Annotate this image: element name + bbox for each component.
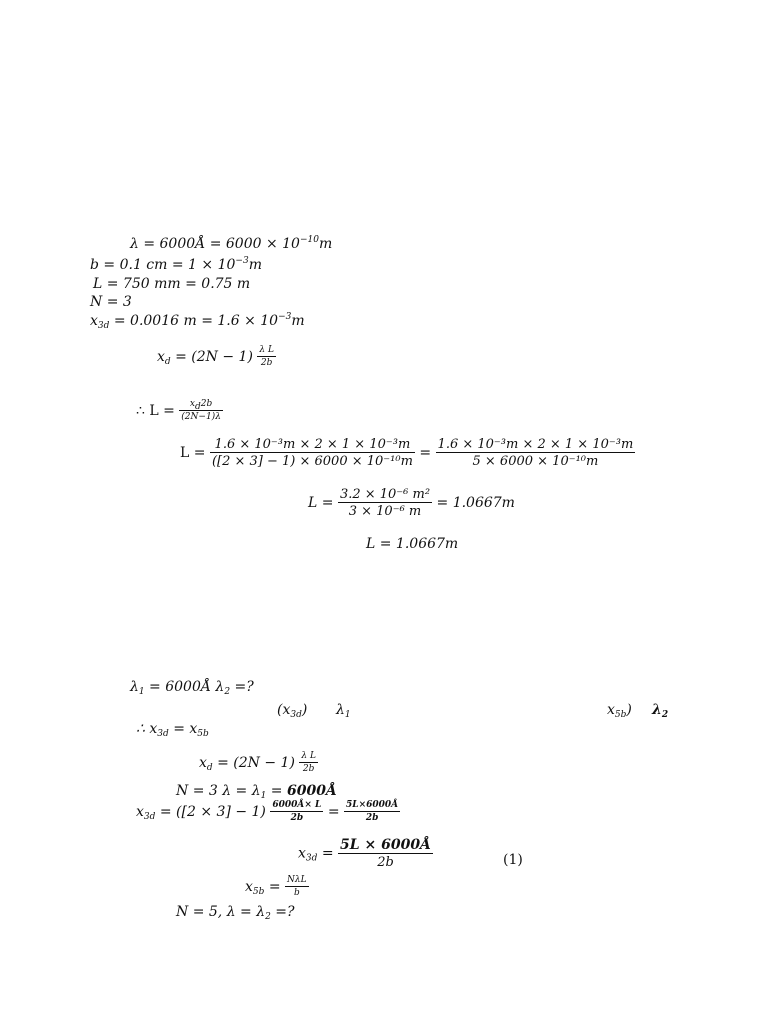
n3-lambda1-line: N = 3 $\lambda = \lambda_1$ = 6000Å: [176, 783, 337, 801]
fraction-eq1: $\frac{5L \times 6000Å}{2b}$: [340, 837, 431, 870]
fraction-xd2b-over-2N-1-lambda: $\frac{x_d2b}{(2N-1)\lambda}$: [181, 399, 221, 422]
part2-lambdas: $\lambda_1$ = 6000Å $\lambda_2$ =?: [130, 679, 254, 697]
formula-xd-2: $x_d = (2N - 1)$ $\frac{\text{λ L}}{2b}$: [199, 751, 316, 774]
x3d-substitution: $x_{3d} = ([2 \times 3] - 1)$ $\frac{6000Å\times L}{2b}$ = $\frac{5L\times 6000Å}{2b}$: [136, 800, 399, 823]
formula-xd: $x_d = (2N - 1)$ $\frac{\text{λ L}}{2b}$: [157, 345, 274, 368]
part2-x5b: $x_{5b}$): [607, 702, 632, 720]
given-N: N = 3: [90, 294, 132, 310]
fraction-calc1-b: $\frac{\text{1.6 × 10⁻³m × 2 × 1 × 10⁻³m}}{\text{5 × 6000 × 10⁻¹⁰m}}$: [437, 437, 634, 469]
part2-paren-x3d: $(x_{3d})$: [277, 702, 308, 720]
fraction-x3d-a: $\frac{6000Å\times L}{2b}$: [272, 800, 322, 823]
fraction-calc2: $\frac{\text{3.2 × 10⁻⁶ m²}}{\text{3 × 10⁻⁶ m}}$: [339, 487, 431, 519]
given-x3d: $x_{3d} = 0.0016$ $m = 1.6 \times 10^{-3}m$: [90, 312, 305, 331]
fraction-calc1-a: $\frac{\text{1.6 × 10⁻³m × 2 × 1 × 10⁻³m}}{\text{([2 × 3] − 1) × 6000 × 10⁻¹⁰m}}$: [211, 437, 413, 469]
equation-1-label: (1): [503, 852, 523, 868]
result-L: L = 1.0667m: [366, 536, 459, 552]
equation-1: $x_{3d}$ = $\frac{5L \times 6000Å}{2b}$: [298, 837, 431, 870]
given-lambda: λ = 6000Å = $6000 \times 10^{-10}m$: [130, 235, 333, 252]
therefore-x3d-eq-x5b: ∴ $x_{3d} = x_{5b}$: [136, 721, 209, 739]
therefore-L: ∴ L = $\frac{x_d2b}{(2N-1)\lambda}$: [136, 399, 221, 422]
fraction-x3d-b: $\frac{5L\times 6000Å}{2b}$: [346, 800, 399, 823]
given-b: b = 0.1 cm = $1 \times 10^{-3}m$: [90, 256, 262, 273]
part2-lambda1: $\lambda_1$: [336, 702, 351, 720]
fraction-lambda-L-over-2b-2: $\frac{\text{λ L}}{2b}$: [301, 751, 316, 774]
given-L: L = 750 mm = 0.75 m: [93, 276, 251, 292]
x5b-formula: $x_{5b}$ = $\frac{\text{NλL}}{b}$: [245, 875, 307, 898]
n5-lambda2-line: N = 5, $\lambda = \lambda_2$ =?: [176, 904, 295, 922]
calc-L-substitution: L = $\frac{\text{1.6 × 10⁻³m × 2 × 1 × 10⁻³m}}{\text{([2 × 3] − 1) × 6000 × 10⁻¹⁰m}}$ = $\frac{\text{1.6 × 10⁻³m × 2 × 1 × 10⁻³m}}{\text{5 × 6000 × 10⁻¹⁰m}}$: [180, 437, 634, 469]
fraction-x5b: $\frac{\text{NλL}}{b}$: [287, 875, 307, 898]
part2-lambda2: $\lambda_2$: [652, 702, 669, 720]
fraction-lambda-L-over-2b: $\frac{\text{λ L}}{2b}$: [259, 345, 274, 368]
calc-L-simplified: L = $\frac{\text{3.2 × 10⁻⁶ m²}}{\text{3 × 10⁻⁶ m}}$ = 1.0667m: [308, 487, 515, 519]
